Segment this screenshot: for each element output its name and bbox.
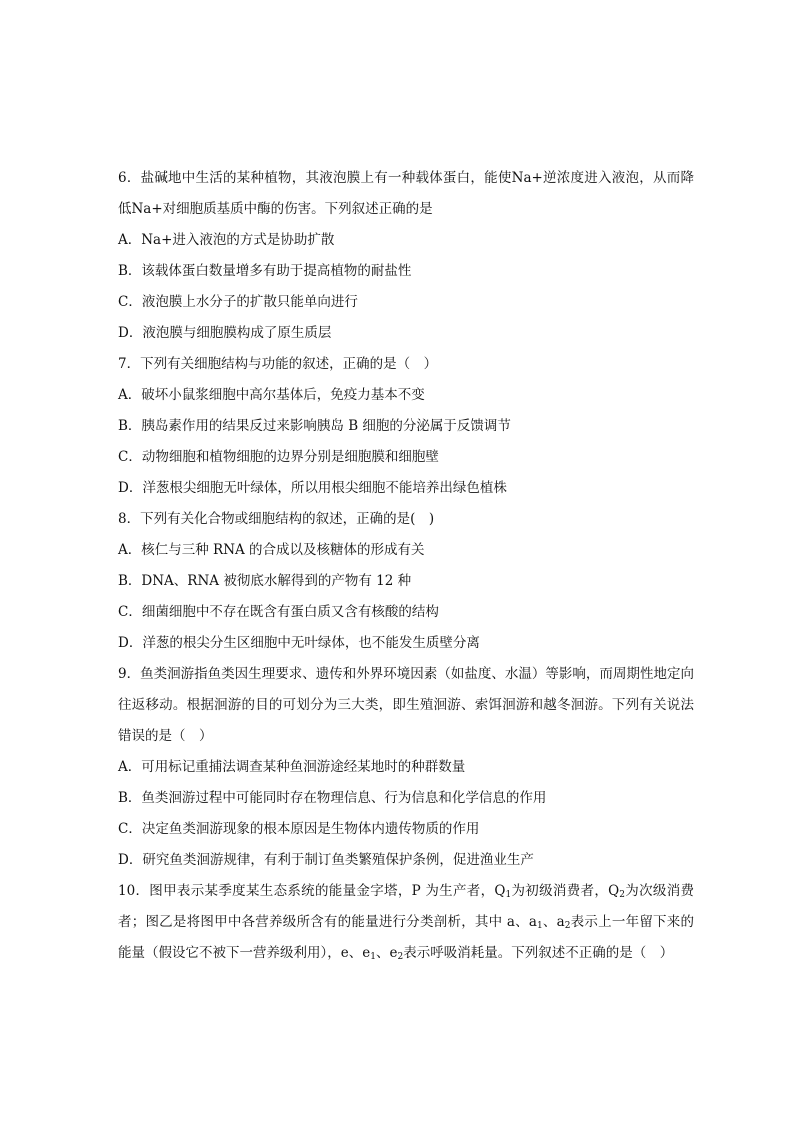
subscript: 1 [505,890,512,900]
subscript: 1 [370,952,376,962]
option-d: D．洋葱根尖细胞无叶绿体，所以用根尖细胞不能培养出绿色植株 [118,480,507,496]
option-b: B．DNA、RNA 被彻底水解得到的产物有 12 种 [118,573,412,589]
stem-text: 、a [542,914,565,930]
option-d: D．研究鱼类洄游规律，有利于制订鱼类繁殖保护条例，促进渔业生产 [118,852,534,868]
stem-text: 表示呼吸消耗量。下列叙述不正确的是（ ） [403,945,674,961]
subscript: 2 [397,952,404,962]
option-b: B．该载体蛋白数量增多有助于提高植物的耐盐性 [118,263,412,279]
option-c: C．细菌细胞中不存在既含有蛋白质又含有核酸的结构 [118,604,439,620]
question-stem [118,876,694,969]
option-c: C．液泡膜上水分子的扩散只能单向进行 [118,294,358,310]
question-8 [118,504,694,659]
subscript: 2 [619,890,625,900]
option-a: A．可用标记重捕法调查某种鱼洄游途经某地时的种群数量 [118,759,466,775]
question-9 [118,659,694,876]
question-stem: 9．鱼类洄游指鱼类因生理要求、遗传和外界环境因素（如盐度、水温）等影响，而周期性地定向往返移动。根据洄游的目的可划分为三大类，即生殖洄游、索饵洄游和越冬洄游。下列有关说法错误的是（ ） [118,666,694,744]
option-a: A．破坏小鼠浆细胞中高尔基体后，免疫力基本不变 [118,387,425,403]
question-list [118,163,694,969]
option-b: B．鱼类洄游过程中可能同时存在物理信息、行为信息和化学信息的作用 [118,790,547,806]
question-stem: 8．下列有关化合物或细胞结构的叙述，正确的是( ) [118,511,435,527]
question-6 [118,163,694,349]
question-10 [118,876,694,969]
question-7 [118,349,694,504]
option-d: D．液泡膜与细胞膜构成了原生质层 [118,325,332,341]
stem-text: 10．图甲表示某季度某生态系统的能量金字塔，P 为生产者，Q [118,883,506,899]
stem-text: 表示上一年留下来的能量（假设它不被下一营养级利用），e、e [118,914,695,961]
subscript: 2 [564,921,571,931]
stem-text: 为初级消费者，Q [511,883,620,899]
option-a: A．核仁与三种 RNA 的合成以及核糖体的形成有关 [118,542,425,558]
option-a: A．Na+进入液泡的方式是协助扩散 [118,232,335,248]
option-b: B．胰岛素作用的结果反过来影响胰岛 B 细胞的分泌属于反馈调节 [118,418,511,434]
stem-text: 、e [375,945,398,961]
option-c: C．决定鱼类洄游现象的根本原因是生物体内遗传物质的作用 [118,821,480,837]
question-stem: 6．盐碱地中生活的某种植物，其液泡膜上有一种载体蛋白，能使Na+逆浓度进入液泡，从而降低Na+对细胞质基质中酶的伤害。下列叙述正确的是 [118,170,694,217]
stem-text: 为次级消费者；图乙是将图甲中各营养级所含有的能量进行分类剖析，其中 a、a [118,883,695,930]
option-c: C．动物细胞和植物细胞的边界分别是细胞膜和细胞壁 [118,449,439,465]
subscript: 1 [536,921,543,931]
question-stem: 7．下列有关细胞结构与功能的叙述，正确的是（ ） [118,356,438,372]
option-d: D．洋葱的根尖分生区细胞中无叶绿体，也不能发生质壁分离 [118,635,480,651]
